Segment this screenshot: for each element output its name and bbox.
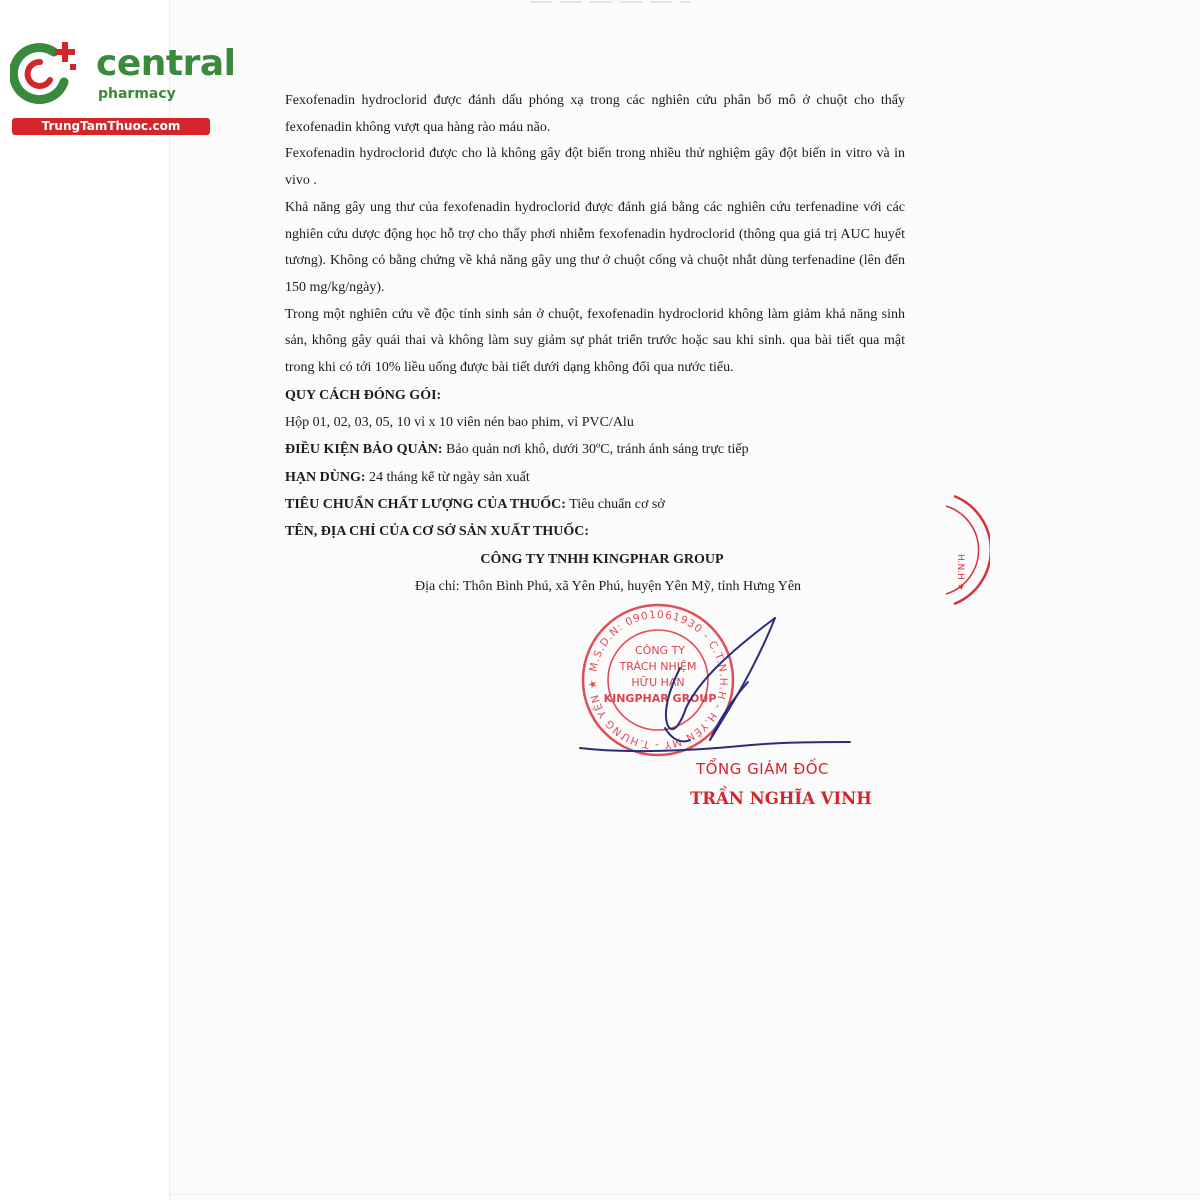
svg-text:KINGPHAR GROUP: KINGPHAR GROUP	[603, 692, 717, 705]
pharmacy-cross-icon	[10, 40, 82, 104]
svg-text:M.S.D.N: 0901061930 - C.T.N.H.: M.S.D.N: 0901061930 - C.T.N.H.H - H.YÊN MỸ - T.HƯNG YÊN ★	[586, 608, 730, 752]
packaging-label: QUY CÁCH ĐÓNG GÓI:	[285, 387, 442, 403]
paragraph-distribution: Fexofenadin hydroclorid được đánh dấu phóng xạ trong các nghiên cứu phân bố mô ở chuột cho thấy fexofenadin không vượt qua hàng rào máu não.	[285, 93, 905, 135]
manufacturer-label: TÊN, ĐỊA CHỈ CỦA CƠ SỞ SẢN XUẤT THUỐC:	[285, 524, 590, 540]
quality-label: TIÊU CHUẨN CHẤT LƯỢNG CỦA THUỐC:	[285, 496, 566, 512]
svg-text:CÔNG TY: CÔNG TY	[634, 644, 686, 657]
signer-name: TRẦN NGHĨA VINH	[690, 789, 872, 808]
packaging-heading	[285, 382, 905, 409]
company-address: Địa chỉ: Thôn Bình Phú, xã Yên Phú, huyện Yên Mỹ, tỉnh Hưng Yên	[414, 578, 802, 594]
page-bottom-edge	[170, 1194, 1200, 1195]
svg-text:TRÁCH NHIỆM: TRÁCH NHIỆM	[619, 660, 697, 673]
signer-title: TỔNG GIÁM ĐỐC	[696, 760, 830, 778]
brand-subtitle: pharmacy	[98, 86, 176, 102]
scan-artifact	[520, 0, 700, 6]
svg-text:H.N.H ★: H.N.H ★	[955, 554, 965, 591]
storage-row	[285, 436, 905, 463]
paragraph-reproductive-toxicity: Trong một nghiên cứu về độc tính sinh sản ở chuột, fexofenadin hydroclorid không làm giảm khả năng sinh sản, không gây quái thai và không làm suy giảm sự phát triển trước hoặc sau khi sinh. qua bài tiết qua mật trong khi có tới 10% liều uống được bài tiết dưới dạng không đổi qua nước tiểu.	[285, 306, 905, 376]
central-pharmacy-logo	[10, 36, 236, 136]
paragraph-carcinogenicity: Khả năng gây ung thư của fexofenadin hydroclorid được đánh giá bằng các nghiên cứu terfenadine với các nghiên cứu dược động học hỗ trợ cho thấy phơi nhiễm fexofenadin hydroclorid (thông qua giá trị AUC huyết tương). Không có bằng chứng về khả năng gây ung thư ở chuột cống và chuột nhắt dùng terfenadine (lên đến 150 mg/kg/ngày).	[285, 199, 905, 295]
partial-seal-edge	[940, 490, 990, 610]
handwritten-signature	[570, 608, 860, 768]
storage-value: Bảo quản nơi khô, dưới 30ºC, tránh ánh sáng trực tiếp	[446, 442, 749, 458]
expiry-row	[285, 464, 905, 491]
storage-label: ĐIỀU KIỆN BẢO QUẢN:	[285, 442, 443, 458]
quality-row	[285, 491, 905, 518]
packaging-value: Hộp 01, 02, 03, 05, 10 vỉ x 10 viên nén bao phim, vỉ PVC/Alu	[285, 415, 634, 431]
brand-url[interactable]: TrungTamThuoc.com	[12, 118, 210, 135]
brand-name: central	[96, 43, 236, 84]
quality-value: Tiêu chuẩn cơ sở	[569, 496, 665, 512]
expiry-value: 24 tháng kể từ ngày sản xuất	[369, 469, 530, 485]
manufacturer-heading	[285, 518, 905, 545]
document-body	[285, 88, 905, 600]
paragraph-mutagenicity: Fexofenadin hydroclorid được cho là không gây đột biến trong nhiều thử nghiệm gây đột biến in vitro và in vivo .	[285, 146, 905, 189]
svg-text:HỮU HẠN: HỮU HẠN	[631, 676, 685, 689]
company-name: CÔNG TY TNHH KINGPHAR GROUP	[480, 551, 724, 567]
expiry-label: HẠN DÙNG:	[285, 469, 366, 485]
